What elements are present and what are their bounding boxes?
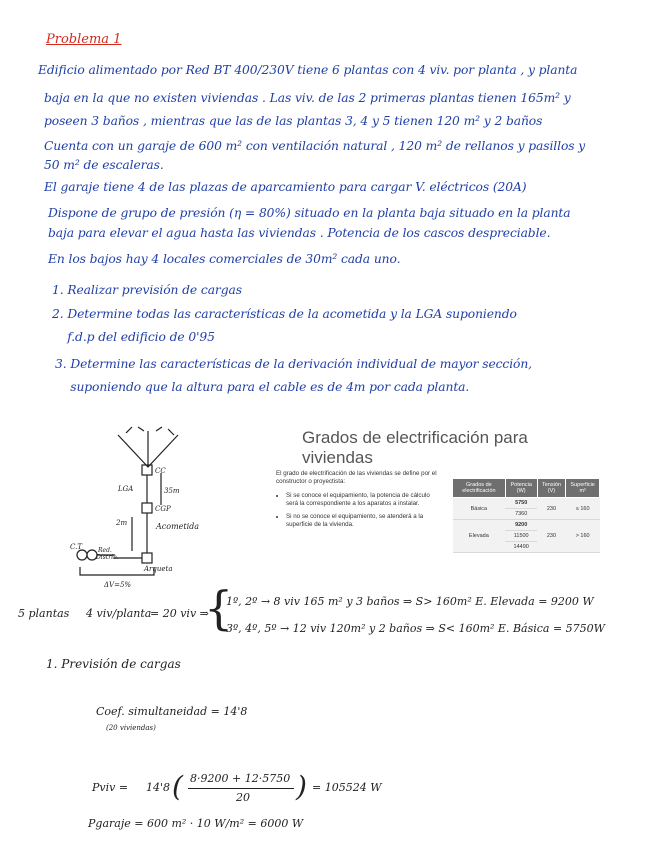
slide-title: Grados de electrificación para viviendas: [302, 428, 528, 467]
diagram-av: ΔV=5%: [104, 581, 132, 589]
statement-line: poseen 3 baños , mientras que las de las plantas 3, 4 y 5 tienen 120 m² y 2 baños: [44, 114, 543, 128]
calc-total-viv: = 20 viv ⇒: [150, 607, 209, 620]
calc-line-elevada: 1º, 2º → 8 viv 165 m² y 3 baños ⇒ S> 160m² E. Elevada = 9200 W: [226, 595, 594, 608]
calc-plantas: 5 plantas: [18, 607, 70, 620]
slide-text: [276, 470, 441, 534]
question-item: 3. Determine las características de la derivación individual de mayor sección,: [55, 357, 532, 371]
pviv-label: Pviv =: [92, 781, 129, 794]
coef-note: (20 viviendas): [106, 724, 156, 732]
table-cell: 5750: [505, 498, 537, 509]
question-item: f.d.p del edificio de 0'95: [52, 330, 215, 344]
table-cell: Básica: [453, 498, 506, 520]
pviv-numerator: 8·9200 + 12·5750: [190, 772, 291, 785]
table-header: Grados de electrificación: [453, 479, 506, 498]
question-item: 1. Realizar previsión de cargas: [52, 283, 242, 297]
table-cell: 9200: [505, 520, 537, 531]
diagram-cgp: CGP: [155, 505, 171, 513]
table-cell: 230: [537, 520, 566, 553]
diagram-cc: CC: [155, 467, 166, 475]
table-cell: 14490: [505, 542, 537, 553]
question-item: 2. Determine todas las características de la acometida y la LGA suponiendo: [52, 307, 517, 321]
statement-line: El garaje tiene 4 de las plazas de aparcamiento para cargar V. eléctricos (20A): [44, 180, 527, 194]
diagram-35m: 35m: [164, 487, 180, 495]
pviv-factor: 14'8: [146, 781, 171, 794]
diagram-ct: C.T: [70, 543, 83, 551]
table-cell: 7360: [505, 509, 537, 520]
diagram-lga: LGA: [118, 485, 134, 493]
calc-line-basica: 3º, 4º, 5º → 12 viv 120m² y 2 baños ⇒ S< 160m² E. Básica = 5750W: [226, 622, 605, 635]
pviv-paren-close: ): [296, 770, 307, 803]
diagram-red: Red.: [98, 547, 112, 554]
prevision-heading: 1. Previsión de cargas: [46, 657, 181, 671]
slide-bullets: [276, 492, 441, 529]
statement-line: 50 m² de escaleras.: [44, 158, 164, 172]
table-cell: > 160: [566, 520, 600, 553]
table-row: [453, 498, 600, 509]
electrification-table: [452, 478, 600, 553]
table-header-row: [453, 479, 600, 498]
pviv-result: = 105524 W: [312, 781, 382, 794]
pviv-denominator: 20: [236, 791, 250, 804]
table-header: Tensión (V): [537, 479, 566, 498]
slide-bullet: • Si no se conoce el equipamiento, se atenderá a la superficie de la vivienda.: [286, 513, 441, 529]
statement-line: baja en la que no existen viviendas . Las viv. de las 2 primeras plantas tienen 165m² y: [44, 91, 571, 105]
statement-line: Cuenta con un garaje de 600 m² con ventilación natural , 120 m² de rellanos y pasillos y: [44, 139, 586, 153]
table-cell: 11500: [505, 531, 537, 542]
table-cell: ≤ 160: [566, 498, 600, 520]
diagram-acometida: Acometida: [156, 522, 200, 531]
table-row: [453, 520, 600, 531]
table-cell: Elevada: [453, 520, 506, 553]
question-item: suponiendo que la altura para el cable es de 4m por cada planta.: [55, 380, 470, 394]
statement-line: Dispone de grupo de presión (η = 80%) situado en la planta baja situado en la planta: [48, 206, 571, 220]
table-cell: 230: [537, 498, 566, 520]
problem-title: Problema 1: [46, 32, 122, 47]
slide-intro: El grado de electrificación de las viviendas se define por el constructor o proyectista:: [276, 470, 437, 485]
table-header: Potencia (W): [505, 479, 537, 498]
calc-viv-per-planta: 4 viv/planta: [86, 607, 152, 620]
pviv-fraction-bar: [188, 788, 294, 789]
calc-brace: {: [204, 581, 234, 635]
pgaraje-calc: Pgaraje = 600 m² · 10 W/m² = 6000 W: [88, 817, 304, 830]
statement-line: Edificio alimentado por Red BT 400/230V tiene 6 plantas con 4 viv. por planta , y planta: [38, 63, 578, 77]
statement-line: En los bajos hay 4 locales comerciales de 30m² cada uno.: [48, 252, 401, 266]
diagram-arqueta: Arqueta: [144, 565, 173, 573]
installation-diagram: [56, 425, 226, 595]
diagram-2m: 2m: [116, 519, 128, 527]
table-header: Superficie m²: [566, 479, 600, 498]
electrification-slide: [258, 420, 595, 560]
diagram-distrib: Distrib.: [96, 554, 119, 561]
slide-bullet: • Si se conoce el equipamiento, la potencia de cálculo será la correspondiente a los aparatos a instalar.: [286, 492, 441, 508]
coef-simultaneidad: Coef. simultaneidad = 14'8: [96, 705, 248, 718]
pviv-paren-open: (: [172, 770, 183, 803]
statement-line: baja para elevar el agua hasta las viviendas . Potencia de los cascos despreciable.: [48, 226, 551, 240]
